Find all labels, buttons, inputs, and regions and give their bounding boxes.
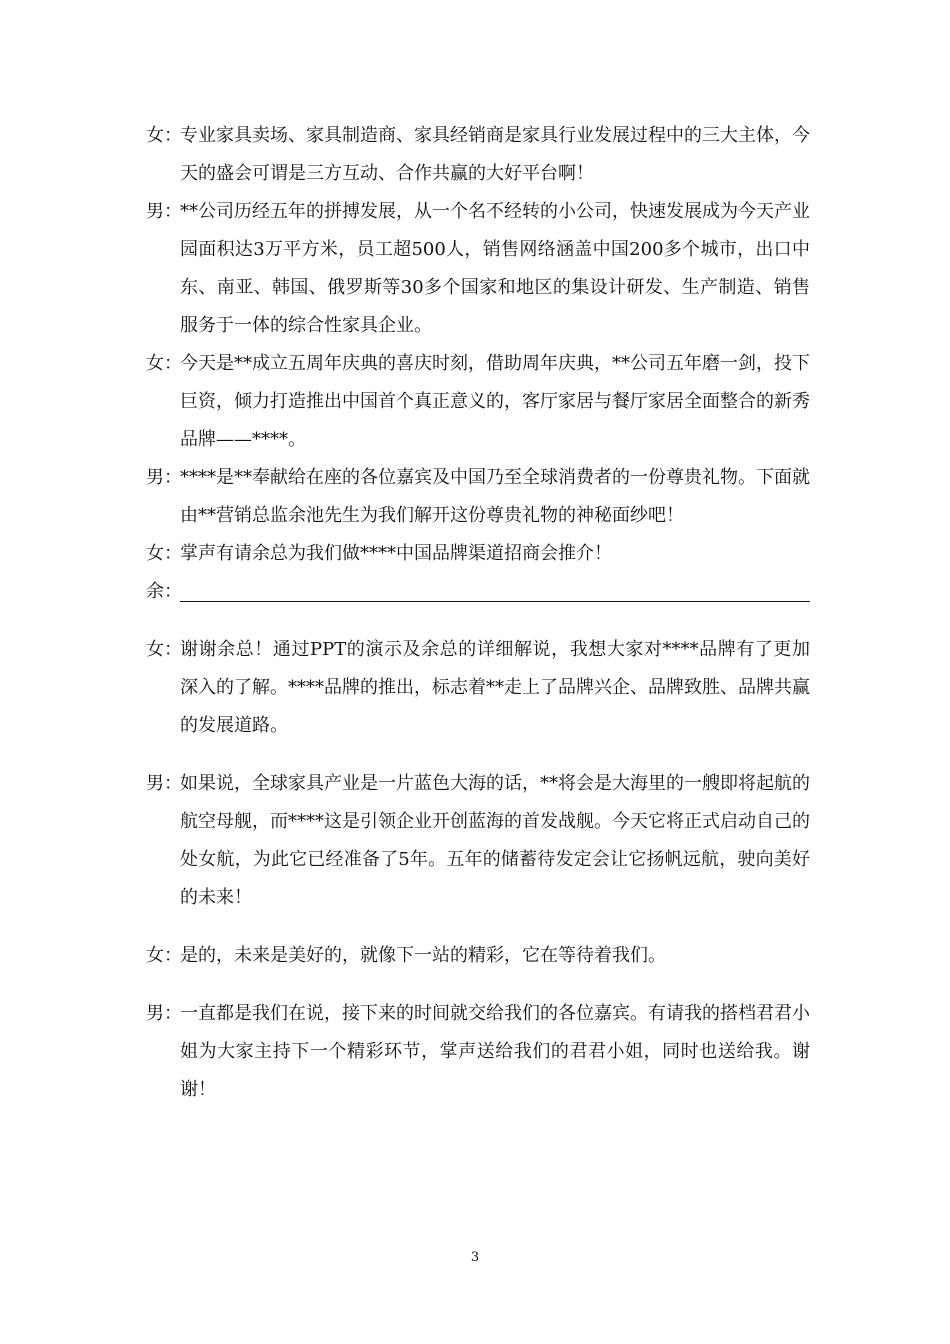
speaker-label: 男： <box>146 1003 182 1024</box>
dialogue-text: **公司历经五年的拼搏发展，从一个名不经转的小公司，快速发展成为今天产业园面积达3万平方米，员工超500人，销售网络涵盖中国200多个城市，出口中东、南亚、韩国、俄罗斯等30多个国家和地区的集设计研发、生产制造、销售服务于一体的综合性家具企业。 <box>180 201 810 336</box>
dialogue-text: 一直都是我们在说，接下来的时间就交给我们的各位嘉宾。有请我的搭档君君小姐为大家主持下一个精彩环节，掌声送给我们的君君小姐，同时也送给我。谢谢！ <box>180 1003 810 1100</box>
page-number: 3 <box>470 1250 480 1265</box>
speaker-label: 女： <box>146 125 182 146</box>
dialogue-paragraph-7 <box>146 631 810 745</box>
dialogue-text: 今天是**成立五周年庆典的喜庆时刻，借助周年庆典，**公司五年磨一剑，投下巨资，倾力打造推出中国首个真正意义的，客厅家居与餐厅家居全面整合的新秀品牌——****。 <box>180 353 810 450</box>
dialogue-paragraph-1 <box>146 117 810 193</box>
dialogue-text: ****是**奉献给在座的各位嘉宾及中国乃至全球消费者的一份尊贵礼物。下面就由**营销总监余池先生为我们解开这份尊贵礼物的神秘面纱吧！ <box>180 467 810 526</box>
fill-in-blank-line <box>180 573 810 602</box>
speaker-label: 女： <box>146 945 182 966</box>
dialogue-paragraph-5 <box>146 535 810 573</box>
dialogue-paragraph-3 <box>146 345 810 459</box>
speaker-label: 余： <box>146 581 182 602</box>
dialogue-paragraph-4 <box>146 459 810 535</box>
speaker-label: 男： <box>146 773 182 794</box>
speaker-label: 女： <box>146 639 182 660</box>
dialogue-text: 专业家具卖场、家具制造商、家具经销商是家具行业发展过程中的三大主体，今天的盛会可谓是三方互动、合作共赢的大好平台啊！ <box>180 125 810 184</box>
dialogue-text: 掌声有请余总为我们做****中国品牌渠道招商会推介！ <box>180 543 612 564</box>
dialogue-paragraph-8 <box>146 765 810 917</box>
speaker-label: 女： <box>146 353 182 374</box>
dialogue-text: 谢谢余总！通过PPT的演示及余总的详细解说，我想大家对****品牌有了更加深入的了解。****品牌的推出，标志着**走上了品牌兴企、品牌致胜、品牌共赢的发展道路。 <box>180 639 810 736</box>
speaker-label: 男： <box>146 467 182 488</box>
dialogue-paragraph-9 <box>146 937 810 975</box>
dialogue-paragraph-6 <box>146 573 810 611</box>
dialogue-paragraph-10 <box>146 995 810 1109</box>
dialogue-text: 是的，未来是美好的，就像下一站的精彩，它在等待着我们。 <box>180 945 666 966</box>
script-body <box>146 117 810 1109</box>
dialogue-text: 如果说，全球家具产业是一片蓝色大海的话，**将会是大海里的一艘即将起航的航空母舰，而****这是引领企业开创蓝海的首发战舰。今天它将正式启动自己的处女航，为此它已经准备了5年。五年的储蓄待发定会让它扬帆远航，驶向美好的未来！ <box>180 773 810 908</box>
speaker-label: 男： <box>146 201 182 222</box>
dialogue-paragraph-2 <box>146 193 810 345</box>
speaker-label: 女： <box>146 543 182 564</box>
